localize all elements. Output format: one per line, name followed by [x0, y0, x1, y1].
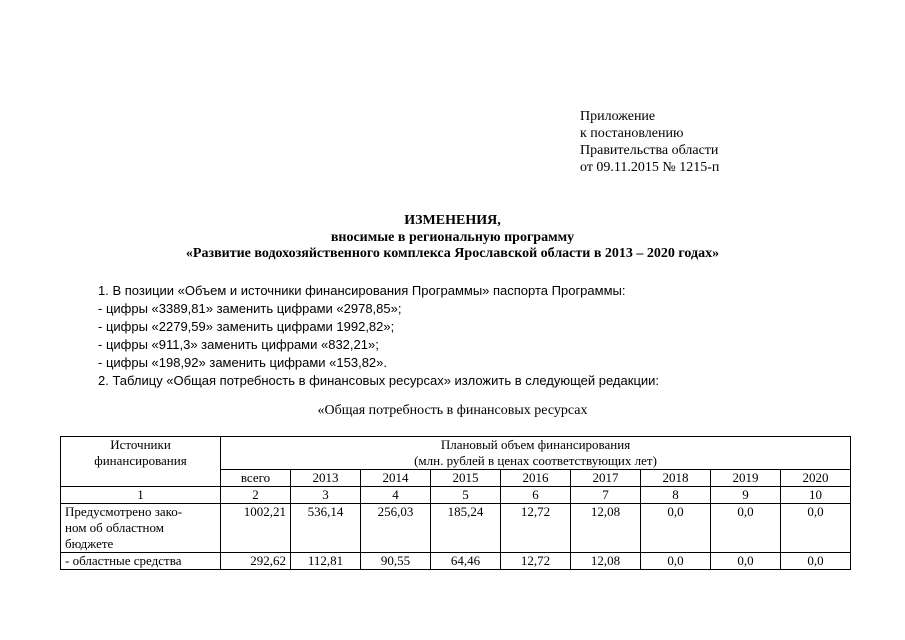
column-number: 3 — [291, 487, 361, 504]
source-header-cell — [61, 437, 221, 487]
change-item: - цифры «2279,59» заменить цифрами 1992,82»; — [98, 319, 395, 334]
program-name: «Развитие водохозяйственного комплекса Ярославской области в 2013 – 2020 годах» — [185, 246, 720, 261]
change-item: 2. Таблицу «Общая потребность в финансовых ресурсах» изложить в следующей редакции: — [98, 373, 660, 388]
column-header: 2013 — [291, 470, 361, 487]
change-item: 1. В позиции «Объем и источники финансирования Программы» паспорта Программы: — [98, 283, 626, 298]
change-item: - цифры «3389,81» заменить цифрами «2978,85»; — [98, 301, 402, 316]
column-header: 2019 — [711, 470, 781, 487]
document-title: ИЗМЕНЕНИЯ, — [404, 213, 501, 228]
plan-header-cell — [221, 437, 851, 470]
column-number: 7 — [571, 487, 641, 504]
row-label-line: ном об областном — [65, 520, 164, 535]
value-cell: 185,24 — [431, 504, 501, 553]
changes-list — [98, 282, 659, 390]
table-caption: «Общая потребность в финансовых ресурсах — [317, 403, 588, 418]
change-item: - цифры «198,92» заменить цифрами «153,82». — [98, 355, 388, 370]
document-subtitle: вносимые в региональную программу — [330, 230, 575, 245]
value-cell: 0,0 — [641, 553, 711, 570]
appendix-line: Правительства области — [580, 143, 719, 158]
value-cell: 0,0 — [711, 504, 781, 553]
value-cell: 12,08 — [571, 553, 641, 570]
value-cell: 12,72 — [501, 553, 571, 570]
value-cell: 12,08 — [571, 504, 641, 553]
appendix-block — [580, 108, 719, 176]
column-header: 2020 — [781, 470, 851, 487]
financing-table — [60, 436, 851, 570]
plan-header-line: (млн. рублей в ценах соответствующих лет) — [414, 453, 657, 468]
appendix-line: от 09.11.2015 № 1215-п — [580, 160, 720, 175]
column-header: 2017 — [571, 470, 641, 487]
row-label-line: Предусмотрено зако- — [65, 504, 183, 519]
value-cell: 0,0 — [781, 504, 851, 553]
column-number: 5 — [431, 487, 501, 504]
value-cell: 90,55 — [361, 553, 431, 570]
value-cell: 1002,21 — [221, 504, 291, 553]
change-item: - цифры «911,3» заменить цифрами «832,21»; — [98, 337, 379, 352]
value-cell: 0,0 — [641, 504, 711, 553]
column-header: 2014 — [361, 470, 431, 487]
value-cell: 256,03 — [361, 504, 431, 553]
appendix-line: к постановлению — [580, 126, 684, 141]
row-label-line: бюджете — [65, 536, 114, 551]
source-header-line: Источники — [110, 437, 171, 452]
column-number: 8 — [641, 487, 711, 504]
column-number: 2 — [221, 487, 291, 504]
table-row — [61, 553, 851, 570]
source-header-line: финансирования — [94, 453, 187, 468]
column-number-row — [61, 487, 851, 504]
row-label — [61, 504, 221, 553]
value-cell: 64,46 — [431, 553, 501, 570]
column-header: всего — [221, 470, 291, 487]
column-header: 2016 — [501, 470, 571, 487]
column-number: 10 — [781, 487, 851, 504]
column-header: 2018 — [641, 470, 711, 487]
value-cell: 536,14 — [291, 504, 361, 553]
column-number: 1 — [61, 487, 221, 504]
appendix-line: Приложение — [580, 109, 656, 124]
table-row — [61, 504, 851, 553]
column-number: 4 — [361, 487, 431, 504]
value-cell: 292,62 — [221, 553, 291, 570]
column-header: 2015 — [431, 470, 501, 487]
column-number: 6 — [501, 487, 571, 504]
value-cell: 0,0 — [781, 553, 851, 570]
value-cell: 12,72 — [501, 504, 571, 553]
row-label: - областные средства — [61, 553, 221, 570]
value-cell: 0,0 — [711, 553, 781, 570]
column-number: 9 — [711, 487, 781, 504]
value-cell: 112,81 — [291, 553, 361, 570]
plan-header-line: Плановый объем финансирования — [440, 437, 631, 452]
